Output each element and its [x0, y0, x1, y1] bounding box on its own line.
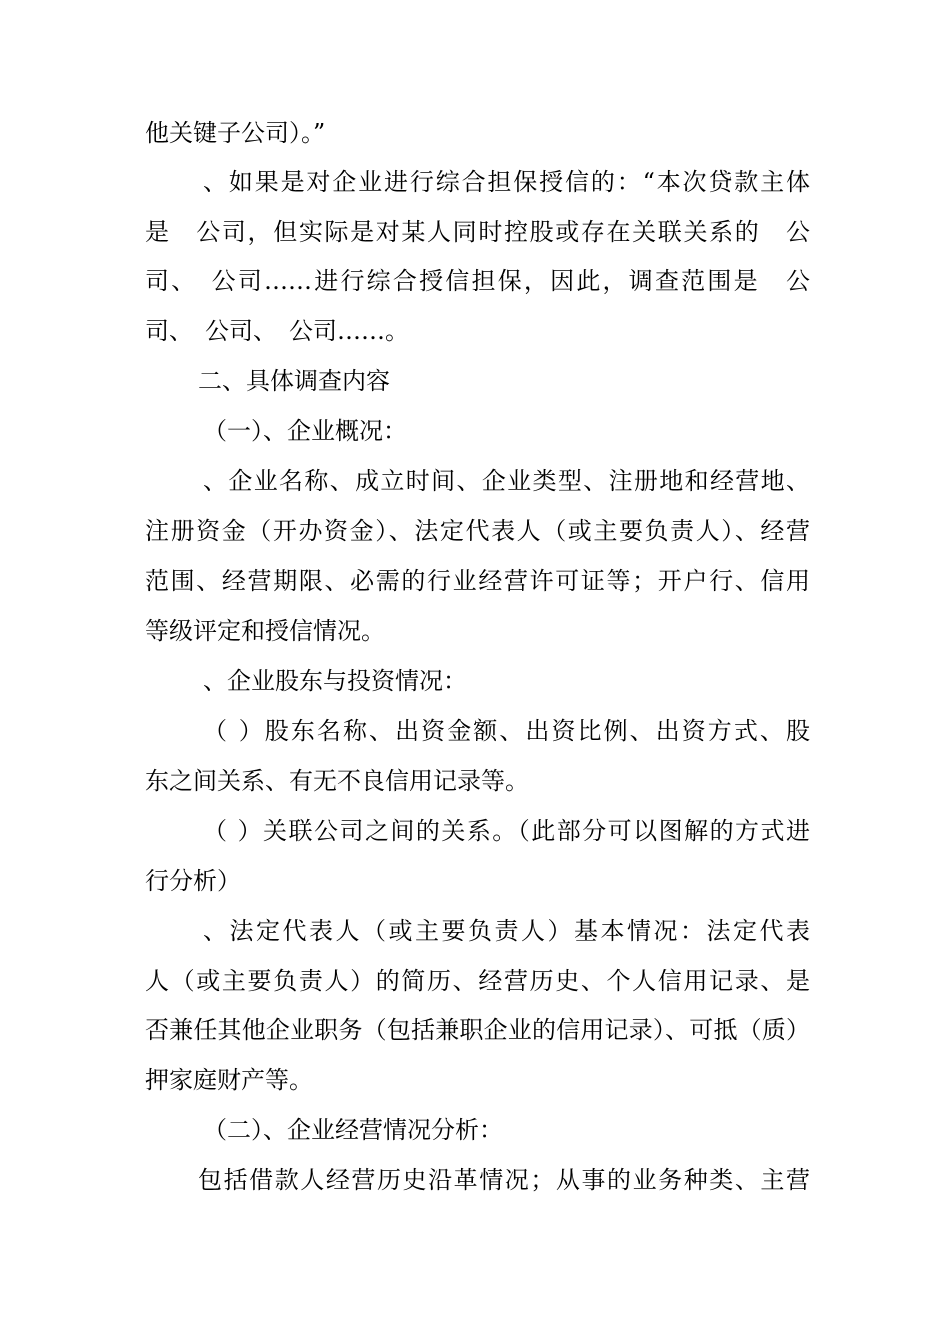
text-line: 注册资金（开办资金）、法定代表人（或主要负责人）、经营: [145, 517, 810, 545]
text-line: 押家庭财产等。: [145, 1066, 313, 1094]
text-line: （ ）关联公司之间的关系。（此部分可以图解的方式进: [203, 817, 810, 845]
section-heading: 二、具体调查内容: [198, 367, 390, 395]
text-line: 是 公司，但实际是对某人同时控股或存在关联关系的 公: [145, 218, 810, 246]
text-line: 、企业名称、成立时间、企业类型、注册地和经营地、: [203, 467, 810, 495]
text-line: 、法定代表人（或主要负责人）基本情况：法定代表: [203, 917, 810, 945]
text-line: 行分析）: [145, 867, 241, 895]
text-line: 包括借款人经营历史沿革情况；从事的业务种类、主营: [198, 1166, 810, 1194]
text-line: 否兼任其他企业职务（包括兼职企业的信用记录）、可抵（质）: [145, 1016, 810, 1044]
text-line: 他关键子公司）。”: [145, 119, 326, 147]
text-line: 司、 公司、 公司……。: [145, 317, 409, 345]
subsection-heading: （一）、企业概况：: [203, 417, 407, 445]
text-line: 等级评定和授信情况。: [145, 617, 385, 645]
text-line: 、如果是对企业进行综合担保授信的：“本次贷款主体: [203, 168, 810, 196]
text-line: 司、 公司……进行综合授信担保，因此，调查范围是 公: [145, 267, 810, 295]
text-line: 、企业股东与投资情况：: [203, 667, 467, 695]
subsection-heading: （二）、企业经营情况分析：: [203, 1116, 503, 1144]
text-line: 范围、经营期限、必需的行业经营许可证等；开户行、信用: [145, 567, 810, 595]
text-line: 东之间关系、有无不良信用记录等。: [145, 767, 529, 795]
text-line: 人（或主要负责人）的简历、经营历史、个人信用记录、是: [145, 967, 810, 995]
text-line: （ ）股东名称、出资金额、出资比例、出资方式、股: [203, 717, 810, 745]
